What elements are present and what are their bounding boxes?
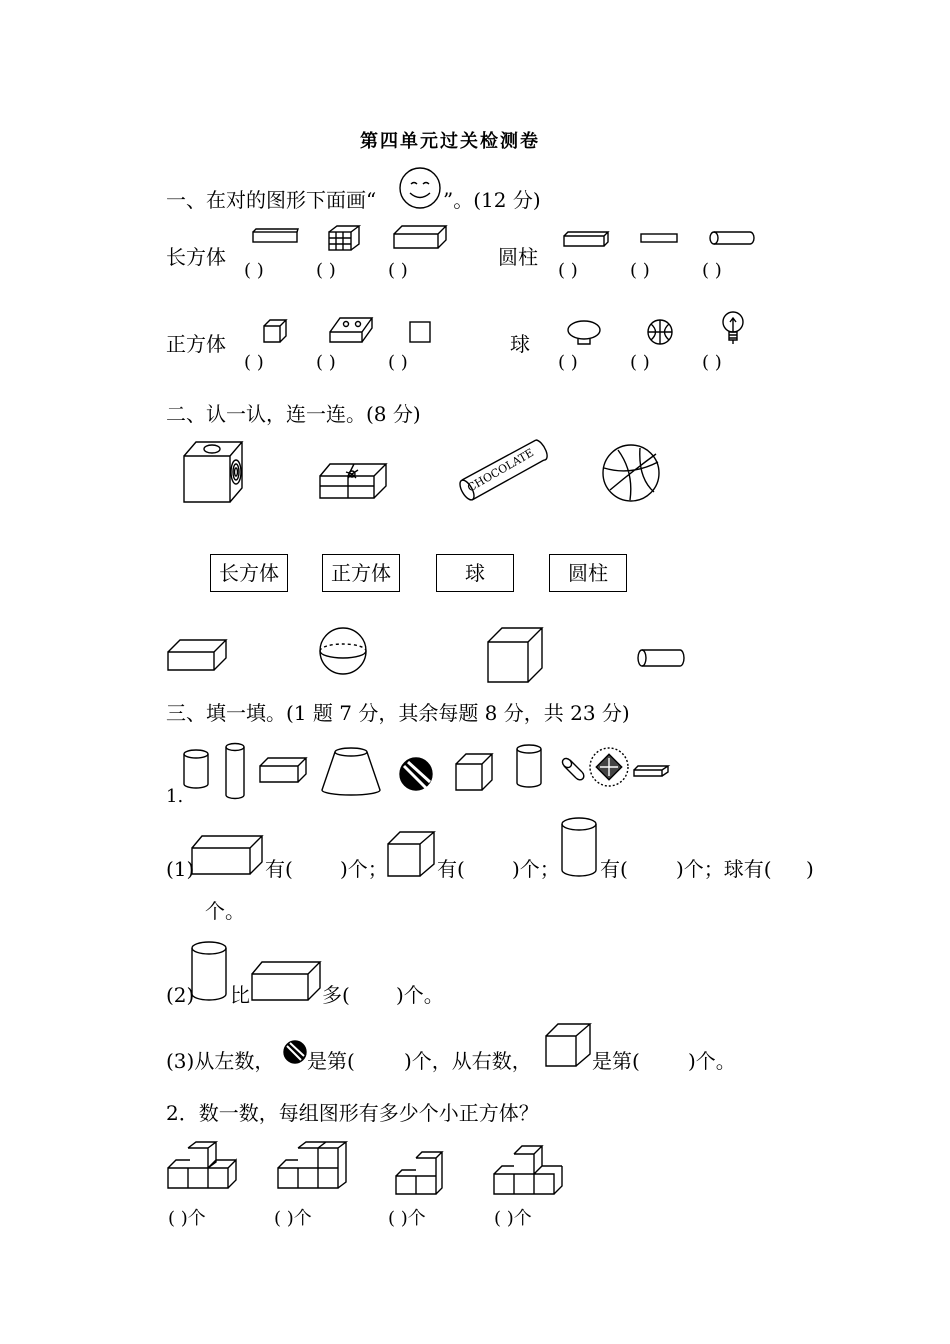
cube-shape-icon <box>486 626 544 684</box>
text-you: 有( <box>600 857 628 881</box>
cube-stack-icon <box>166 1140 238 1190</box>
text-ge-end: )个。 <box>688 1049 736 1073</box>
count-answer-1[interactable]: ( )个 <box>168 1208 206 1229</box>
text-ge-ball: )个；球有( <box>676 857 772 881</box>
speaker-cube-icon <box>182 438 244 506</box>
cylinder-sketch-icon <box>560 816 600 878</box>
cylinder-shape-icon <box>636 648 684 668</box>
cube-stack-icon <box>276 1140 348 1190</box>
answer-blank[interactable]: ( ) <box>702 260 722 281</box>
cuboid-sketch-icon <box>190 834 266 878</box>
text-you: 有( <box>265 857 293 881</box>
sub-question-3-label: (3)从左数， <box>166 1049 275 1073</box>
soccer-ball-icon <box>588 746 630 788</box>
cube-stack-icon <box>394 1150 446 1196</box>
q1-heading-start: 一、在对的图形下面画“ <box>166 188 377 212</box>
count-answer-3[interactable]: ( )个 <box>388 1208 426 1229</box>
basketball-icon <box>646 318 674 346</box>
item-1-label: 1. <box>166 786 184 807</box>
domino-box-icon <box>328 316 374 346</box>
label-cube: 正方体 <box>166 332 226 356</box>
answer-blank[interactable]: ( ) <box>558 260 578 281</box>
answer-blank[interactable]: ( ) <box>388 352 408 373</box>
answer-blank[interactable]: ( ) <box>244 260 264 281</box>
cuboid-box-icon <box>392 224 448 250</box>
chocolate-tube-icon <box>456 434 548 506</box>
answer-blank[interactable]: ( ) <box>558 352 578 373</box>
match-box-cube[interactable]: 正方体 <box>322 554 400 592</box>
tilted-cylinder-icon <box>560 756 586 782</box>
cylinder-sketch-icon <box>190 940 230 1002</box>
sub-question-2-label: (2) <box>166 983 195 1007</box>
medium-cylinder-icon <box>514 744 544 790</box>
answer-blank[interactable]: ( ) <box>388 260 408 281</box>
match-box-cuboid[interactable]: 长方体 <box>210 554 288 592</box>
gift-box-icon <box>318 462 388 502</box>
square-icon <box>408 320 432 344</box>
sphere-shape-icon <box>318 626 368 676</box>
text-bi: 比 <box>230 983 250 1007</box>
label-cylinder: 圆柱 <box>498 245 538 269</box>
answer-blank[interactable]: ( ) <box>316 260 336 281</box>
text-close-paren: ) <box>806 857 814 881</box>
q1-heading-end: ”。(12 分) <box>443 188 541 212</box>
answer-blank[interactable]: ( ) <box>244 352 264 373</box>
light-bulb-icon <box>720 310 746 348</box>
small-cube-icon <box>454 752 494 792</box>
text-you: 有( <box>437 857 465 881</box>
flat-box-icon <box>562 230 610 248</box>
q2-heading: 二、认一认，连一连。(8 分) <box>166 402 421 426</box>
text-duo: 多( <box>322 983 350 1007</box>
cylinder-pipe-icon <box>708 230 756 246</box>
answer-blank[interactable]: ( ) <box>702 352 722 373</box>
page-title: 第四单元过关检测卷 <box>360 131 540 152</box>
striped-ball-icon <box>283 1040 307 1064</box>
answer-blank[interactable]: ( ) <box>630 352 650 373</box>
frustum-icon <box>320 746 382 796</box>
item-2-heading: 2．数一数，每组图形有多少个小正方体？ <box>166 1101 539 1125</box>
text-ge-end: 个。 <box>205 899 245 923</box>
sub-question-1-label: (1) <box>166 857 195 881</box>
mushroom-shape-icon <box>566 320 602 346</box>
cube-sketch-icon <box>386 830 438 878</box>
tall-cylinder-icon <box>224 742 246 800</box>
small-cuboid-icon <box>258 756 308 784</box>
basketball-large-icon <box>600 442 662 504</box>
count-answer-2[interactable]: ( )个 <box>274 1208 312 1229</box>
text-di: 是第( <box>592 1049 640 1073</box>
label-sphere: 球 <box>510 332 530 356</box>
cube-stack-icon <box>492 1144 570 1196</box>
label-cuboid: 长方体 <box>166 245 226 269</box>
short-cylinder-icon <box>182 748 210 790</box>
striped-ball-icon <box>398 756 434 792</box>
text-ge: )个； <box>512 857 560 881</box>
rubiks-cube-icon <box>327 224 361 252</box>
cuboid-shape-icon <box>166 638 228 672</box>
cube-sketch-icon <box>544 1022 592 1070</box>
cube-icon <box>262 318 288 344</box>
text-ge: )个； <box>340 857 388 881</box>
answer-blank[interactable]: ( ) <box>316 352 336 373</box>
count-answer-4[interactable]: ( )个 <box>494 1208 532 1229</box>
text-from-right: )个，从右数， <box>404 1049 532 1073</box>
chocolate-label: CHOCOLATE <box>465 446 537 495</box>
thin-board-icon <box>632 764 670 778</box>
match-box-cylinder[interactable]: 圆柱 <box>549 554 627 592</box>
cuboid-sketch-icon <box>250 960 324 1002</box>
text-ge: )个。 <box>396 983 444 1007</box>
match-box-sphere[interactable]: 球 <box>436 554 514 592</box>
flat-rectangle-icon <box>640 232 678 244</box>
q3-heading: 三、填一填。(1 题 7 分，其余每题 8 分，共 23 分) <box>166 701 630 725</box>
smiley-face-icon <box>398 166 442 210</box>
flat-cuboid-icon <box>252 228 298 244</box>
text-di: 是第( <box>307 1049 355 1073</box>
answer-blank[interactable]: ( ) <box>630 260 650 281</box>
